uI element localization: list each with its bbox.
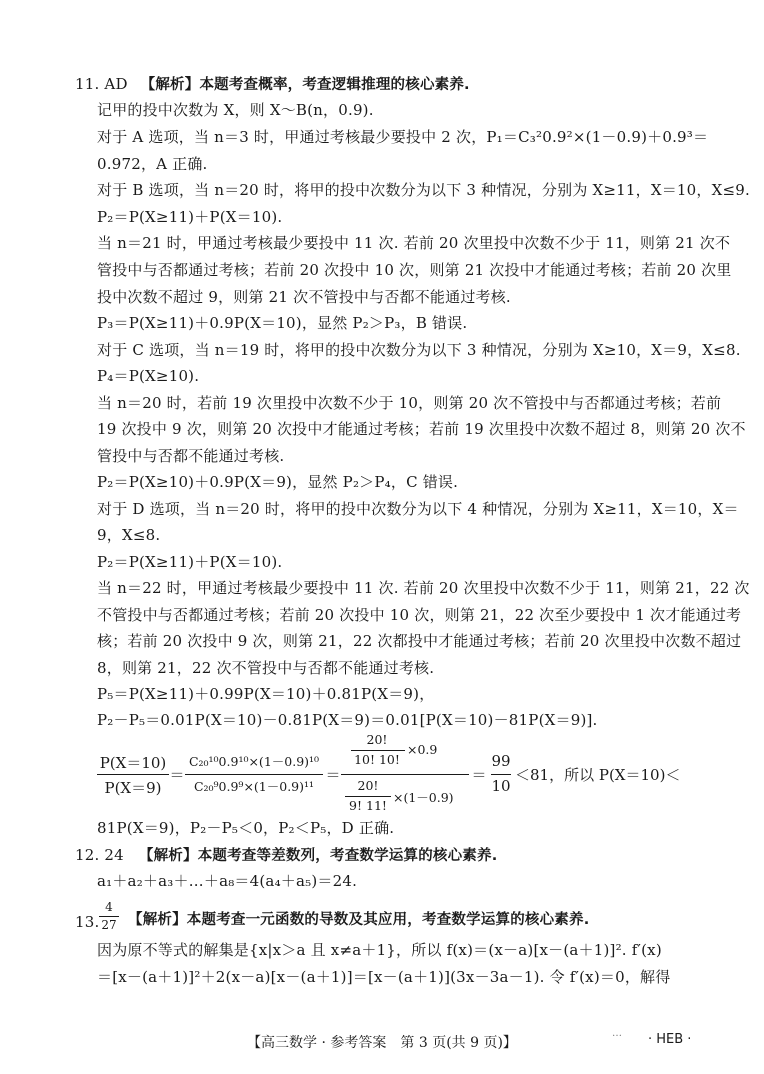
q11-header [75,74,470,95]
equals-sign: ＝ [169,766,185,784]
q11-line: 对于 A 选项，当 n＝3 时，甲通过考核最少要投中 2 次，P₁＝C₃²0.9²×(1－0.9)＋0.9³＝ [97,128,709,146]
fraction-expression [97,732,697,813]
f1-bar [97,774,169,775]
q12-analysis-tag: 【解析】本题考查等差数列，考查数学运算的核心素养. [138,848,498,864]
q11-line: P₃＝P(X≥11)＋0.9P(X＝10)，显然 P₂＞P₃，B 错误. [97,314,468,332]
footer-dots: … [612,1028,622,1039]
q11-line: 8，则第 21，22 次不管投中与否都不能通过考核. [97,659,435,677]
q11-line: 投中次数不超过 9，则第 21 次不管投中与否都不能通过考核. [97,288,511,306]
q11-line: 9，X≤8. [97,526,161,544]
f3-den-inner-bar [345,796,391,797]
q11-line: P₅＝P(X≥11)＋0.99P(X＝10)＋0.81P(X＝9)， [97,685,435,703]
q11-line: 不管投中与否都通过考核；若前 20 次投中 10 次，则第 21，22 次至少要投中 1 次才能通过考 [97,606,742,624]
q13-answer-denominator: 27 [101,918,117,932]
equals-sign: ＝ [471,766,487,784]
f3-den-tail: ×(1－0.9) [393,790,454,805]
footer-code: · HEB · [648,1032,692,1047]
equals-sign: ＝ [325,766,341,784]
f3-main-bar [341,774,469,775]
q11-line: 管投中与否都通过考核；若前 20 次投中 10 次，则第 21 次投中才能通过考核；若前 20 次里 [97,261,732,279]
q12-number: 12. 24 [75,846,124,864]
f2-numerator: C₂₀¹⁰0.9¹⁰×(1－0.9)¹⁰ [188,754,320,769]
f3-num-inner-numerator: 20! [366,732,388,747]
q13-analysis-tag: 【解析】本题考查一元函数的导数及其应用，考查数学运算的核心素养. [128,912,590,928]
q13-line: 因为原不等式的解集是{x|x＞a 且 x≠a＋1}，所以 f(x)＝(x－a)[x－(a＋1)]². f′(x) [97,941,662,959]
q11-line: P₂＝P(X≥10)＋0.9P(X＝9)，显然 P₂＞P₄，C 错误. [97,473,459,491]
q11-line: 管投中与否都不能通过考核. [97,447,285,465]
q11-line: 当 n＝20 时，若前 19 次里投中次数不少于 10，则第 20 次不管投中与否都通过考核；若前 [97,394,722,412]
f2-denominator: C₂₀⁹0.9⁹×(1－0.9)¹¹ [193,779,315,794]
q11-line: 0.972，A 正确. [97,155,208,173]
q11-line: P₄＝P(X≥10). [97,367,200,385]
f4-numerator: 99 [491,752,511,770]
q11-number: 11. AD [75,75,128,93]
f3-den-inner-numerator: 20! [357,778,379,793]
f3-den-inner-denominator: 9! 11! [349,798,387,813]
q11-line: 19 次投中 9 次，则第 20 次投中才能通过考核；若前 19 次里投中次数不超过 8，则第 20 次不 [97,420,746,438]
q12-line: a₁＋a₂＋a₃＋…＋a₈＝4(a₄＋a₅)＝24. [97,872,358,890]
f3-num-inner-denominator: 10! 10! [354,752,400,767]
q11-analysis-tag: 【解析】本题考查概率，考查逻辑推理的核心素养. [140,77,470,93]
q13-answer-bar [99,916,119,917]
q11-line: P₂－P₅＝0.01P(X＝10)－0.81P(X＝9)＝0.01[P(X＝10)－81P(X＝9)]. [97,711,598,729]
f4-denominator: 10 [491,777,511,795]
q13-answer-numerator: 4 [105,900,113,914]
q13-line: ＝[x－(a＋1)]²＋2(x－a)[x－(a＋1)]＝[x－(a＋1)](3x－3a－1). 令 f′(x)＝0，解得 [97,968,671,986]
q11-line: 当 n＝21 时，甲通过考核最少要投中 11 次. 若前 20 次里投中次数不少于 11，则第 21 次不 [97,234,731,252]
f3-num-inner-bar [351,750,405,751]
q11-line: P₂＝P(X≥11)＋P(X＝10). [97,553,283,571]
f1-numerator: P(X＝10) [99,754,167,772]
f4-bar [491,774,511,775]
fraction-tail: ＜81，所以 P(X＝10)＜ [515,766,681,784]
q11-line: 核；若前 20 次投中 9 次，则第 21，22 次都投中才能通过考核；若前 20 次里投中次数不超过 [97,632,742,650]
q11-line: 对于 C 选项，当 n＝19 时，将甲的投中次数分为以下 3 种情况，分别为 X≥10，X＝9，X≤8. [97,341,741,359]
page-footer: 【高三数学 · 参考答案 第 3 页(共 9 页)】 [247,1035,517,1051]
q11-line: P₂＝P(X≥11)＋P(X＝10). [97,208,283,226]
q11-line: 对于 B 选项，当 n＝20 时，将甲的投中次数分为以下 3 种情况，分别为 X≥11，X＝10，X≤9. [97,181,750,199]
q11-line: 当 n＝22 时，甲通过考核最少要投中 11 次. 若前 20 次里投中次数不少于 11，则第 21，22 次 [97,579,750,597]
q12-header [75,845,497,866]
f2-bar [185,774,323,775]
f3-num-tail: ×0.9 [407,742,438,757]
f1-denominator: P(X＝9) [104,779,162,797]
q11-line: 对于 D 选项，当 n＝20 时，将甲的投中次数分为以下 4 种情况，分别为 X≥11，X＝10，X＝ [97,500,739,518]
q13-number: 13. [75,913,100,931]
q11-conclusion: 81P(X＝9)，P₂－P₅＜0，P₂＜P₅，D 正确. [97,819,395,837]
q11-line: 记甲的投中次数为 X，则 X～B(n，0.9). [97,101,374,119]
